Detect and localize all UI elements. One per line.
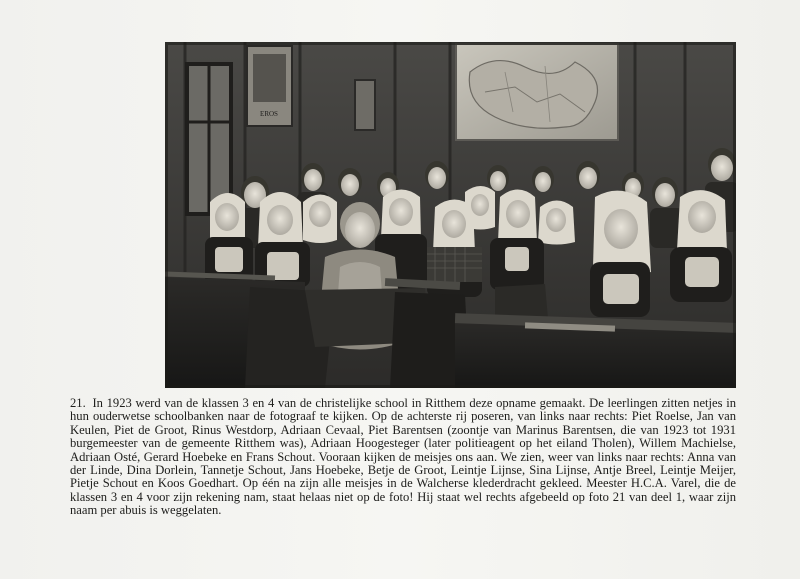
classroom-photo-illustration xyxy=(165,42,736,388)
classroom-photo xyxy=(165,42,736,388)
caption-text: In 1923 werd van de klassen 3 en 4 van de christelijke school in Ritthem deze opname gemaakt. De leerlingen zitten netjes in hun ouderwetse schoolbanken naar de fotograaf te kijken. Op de achterste rij poseren, van links naar rechts: Piet Roelse, Jan van Keulen, Piet de Groot, Rinus Westdorp, Adriaan Cevaal, Piet Barentsen (zoontje van Marinus Barentsen, die van 1923 tot 1931 burgemeester van de gemeente Ritthem was), Adriaan Hoogesteger (later politieagent op het eiland Tholen), Willem Machielse, Adriaan Osté, Gerard Hoebeke en Frans Schout. Vooraan kijken de meisjes ons aan. We zien, weer van links naar rechts: Anna van der Linde, Dina Dorlein, Tannetje Schout, Jans Hoebeke, Betje de Groot, Leintje Lijnse, Sina Lijnse, Antje Breel, Leintje Meijer, Pietje Schout en Koos Goedhart. Op één na zijn alle meisjes in de Walcherse klederdracht gekleed. Meester H.C.A. Varel, die de klassen 3 en 4 voor zijn rekening nam, staat helaas niet op de foto! Hij staat wel rechts afgebeeld op foto 21 van deel 1, waar zijn naam per abuis is weggelaten. xyxy=(70,396,736,518)
wall-poster xyxy=(247,46,292,126)
poster-label: EROS xyxy=(260,110,278,118)
caption-number: 21. xyxy=(70,396,86,410)
photo-caption xyxy=(70,397,736,518)
wall-map xyxy=(456,44,618,140)
